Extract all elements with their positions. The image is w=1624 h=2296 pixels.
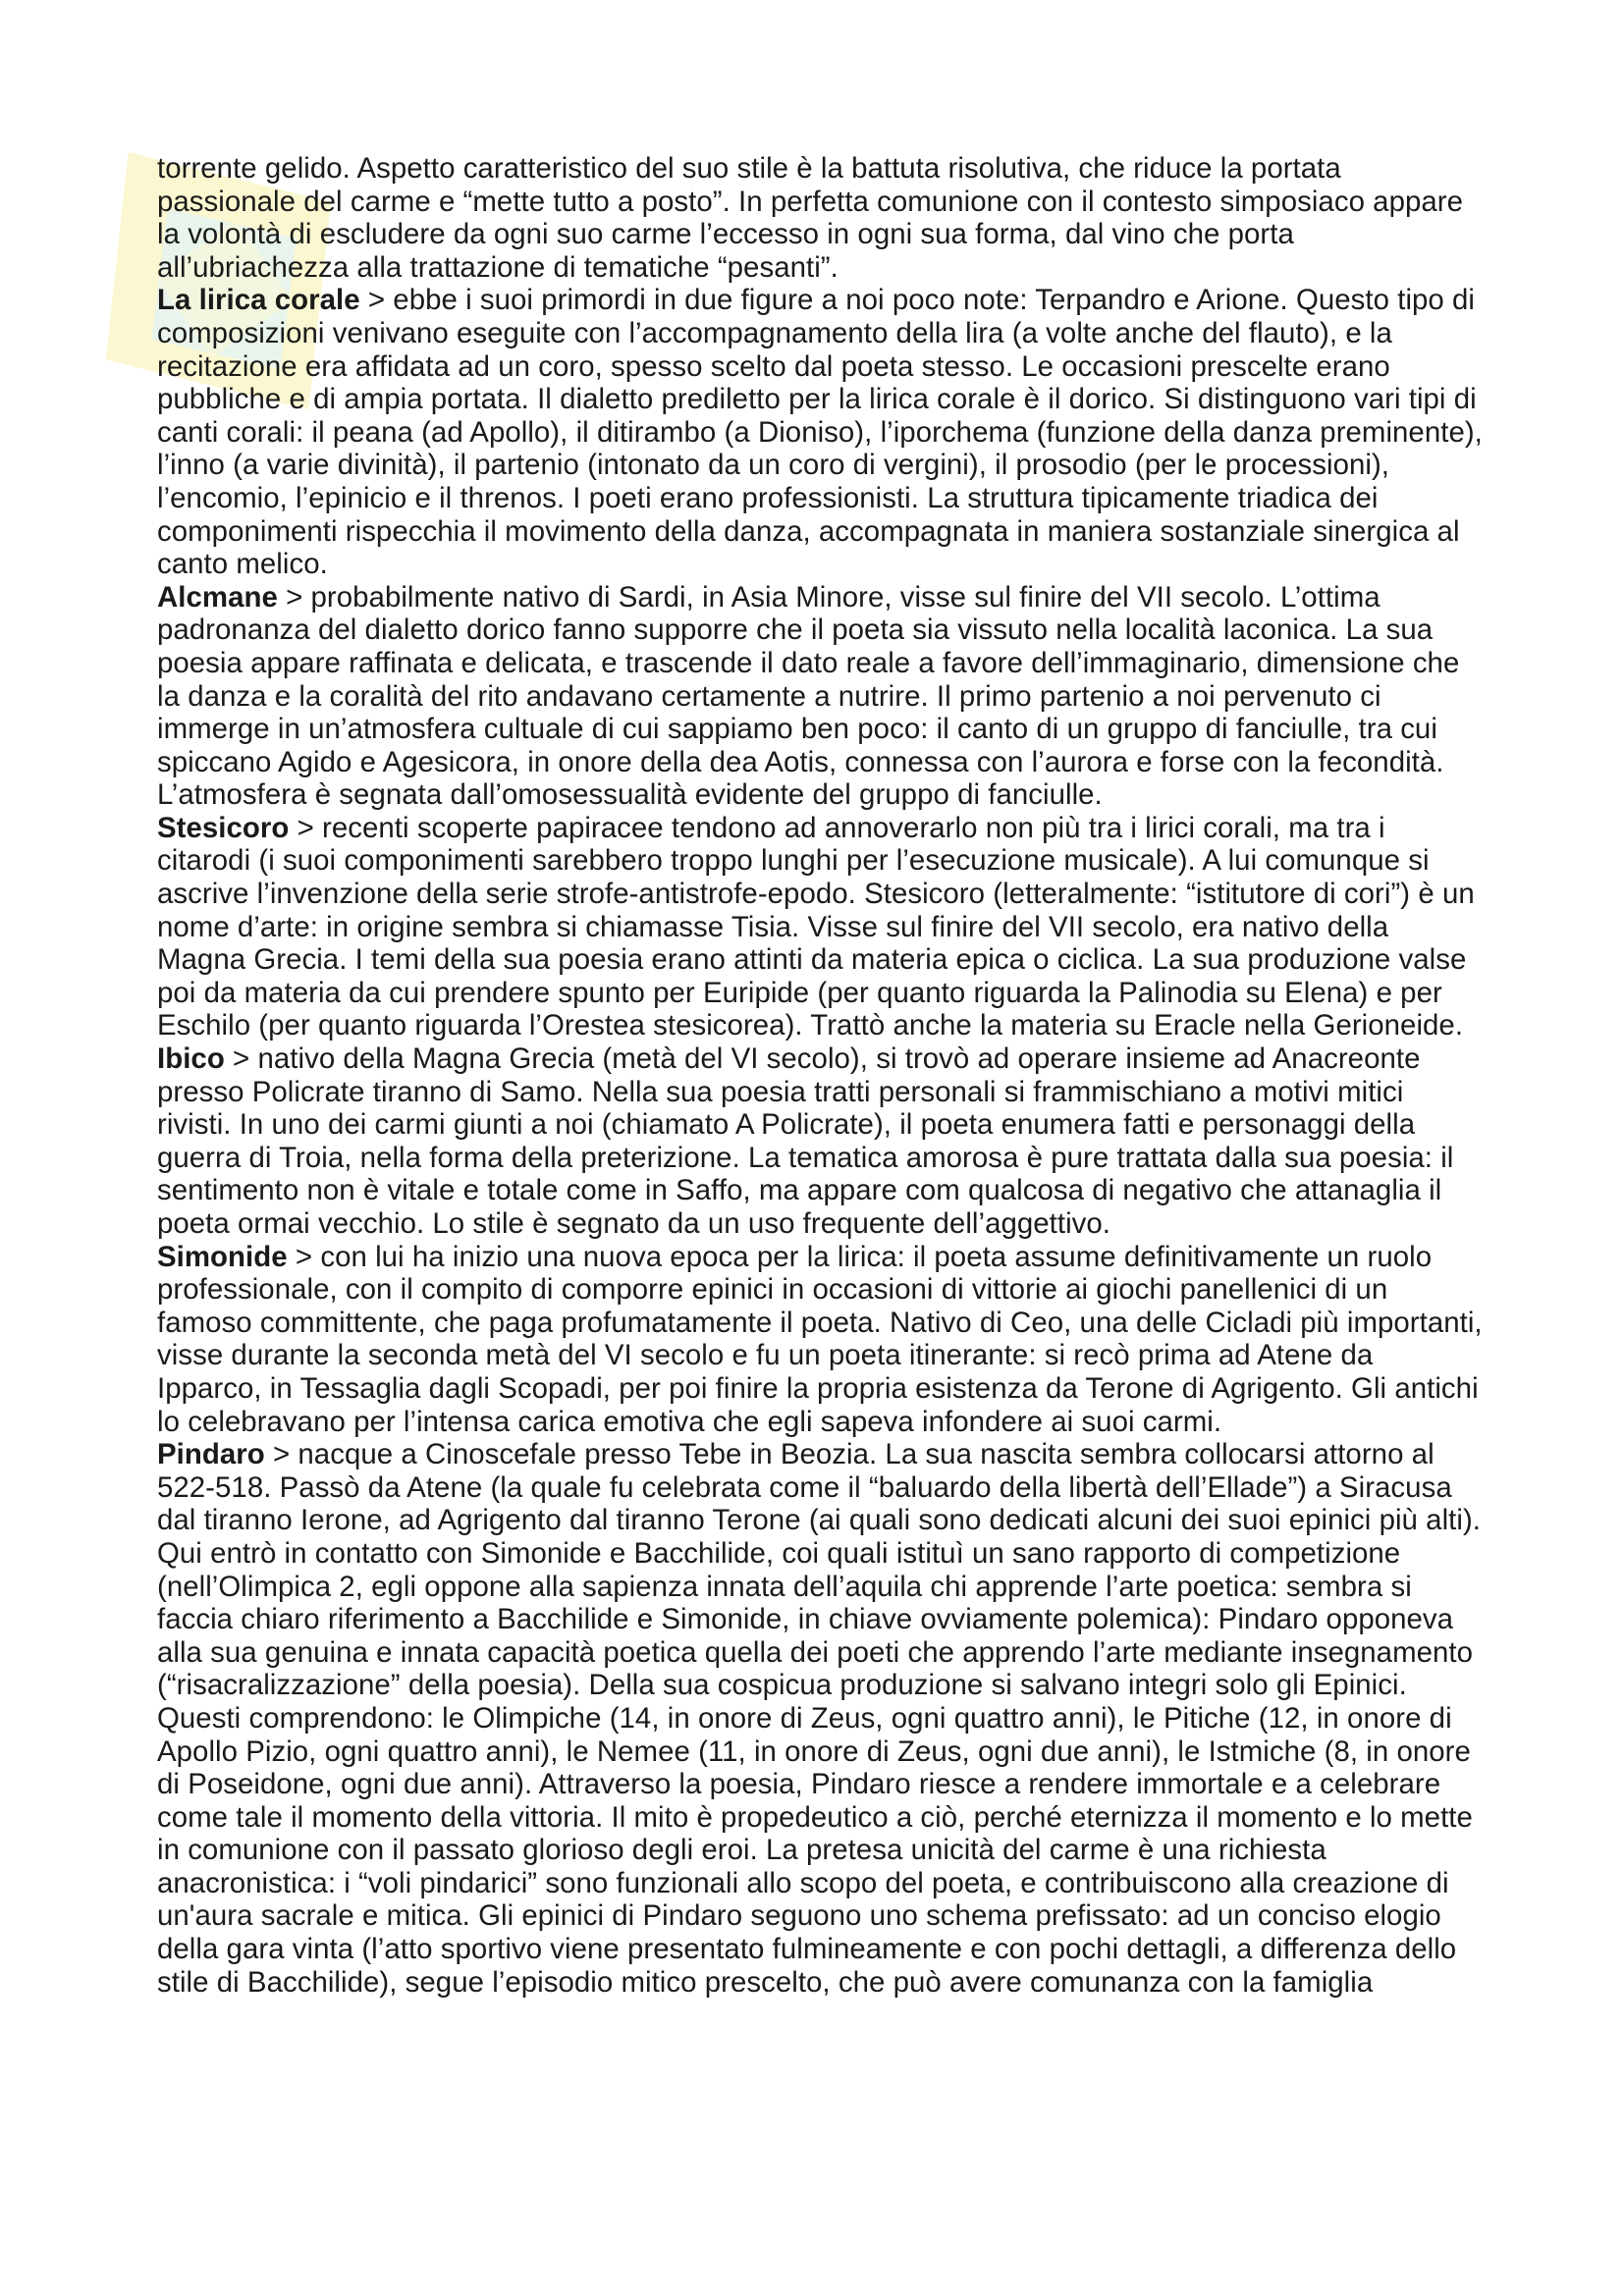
paragraph-stesicoro — [157, 812, 1485, 1042]
paragraph-lirica-corale — [157, 284, 1485, 580]
paragraph-intro — [157, 152, 1485, 284]
paragraph-ibico — [157, 1042, 1485, 1241]
paragraph-term: Pindaro — [157, 1438, 265, 1471]
paragraph-term: Ibico — [157, 1042, 225, 1076]
paragraph-text: > probabilmente nativo di Sardi, in Asia Minore, visse sul finire del VII secolo. L’ottima padronanza del dialetto dorico fanno supporre che il poeta sia vissuto nella località laconica. La sua poesia appare raffinata e delicata, e trascende il dato reale a favore dell’immaginario, dimensione che la danza e la coralità del rito andavano certamente a nutrire. Il primo partenio a noi pervenuto ci immerge in un’atmosfera cultuale di cui sappiamo ben poco: il canto di un gruppo di fanciulle, tra cui spiccano Agido e Agesicora, in onore della dea Aotis, connessa con l’aurora e forse con la fecondità. L’atmosfera è segnata dall’omosessualità evidente del gruppo di fanciulle. — [157, 580, 1460, 812]
paragraph-text: > nacque a Cinoscefale presso Tebe in Beozia. La sua nascita sembra collocarsi attorno al 522-518. Passò da Atene (la quale fu celebrata come il “baluardo della libertà dell’Ellade”) a Siracusa dal tiranno Ierone, ad Agrigento dal tiranno Terone (ai quali sono dedicati alcuni dei suoi epinici più alti). Qui entrò in contatto con Simonide e Bacchilide, coi quali istituì un sano rapporto di competizione (nell’Olimpica 2, egli oppone alla sapienza innata dell’aquila chi apprende l’arte poetica: sembra si faccia chiaro riferimento a Bacchilide e Simonide, in chiave ovviamente polemica): Pindaro opponeva alla sua genuina e innata capacità poetica quella dei poeti che apprendo l’arte mediante insegnamento (“risacralizzazione” della poesia). Della sua cospicua produzione si salvano integri solo gli Epinici. Questi comprendono: le Olimpiche (14, in onore di Zeus, ogni quattro anni), le Pitiche (12, in onore di Apollo Pizio, ogni quattro anni), le Nemee (11, in onore di Zeus, ogni due anni), le Istmiche (8, in onore di Poseidone, ogni due anni). Attraverso la poesia, Pindaro riesce a rendere immortale e a celebrare come tale il momento della vittoria. Il mito è propedeutico a ciò, perché eternizza il momento e lo mette in comunione con il passato glorioso degli eroi. La pretesa unicità del carme è una richiesta anacronistica: i “voli pindarici” sono funzionali allo scopo del poeta, e contribuiscono alla creazione di un'aura sacrale e mitica. Gli epinici di Pindaro seguono uno schema prefissato: ad un conciso elogio della gara vinta (l’atto sportivo viene presentato fulmineamente e con pochi dettagli, a differenza dello stile di Bacchilide), segue l’episodio mitico prescelto, che può avere comunanza con la famiglia — [157, 1438, 1481, 1999]
document-body — [157, 152, 1485, 1999]
paragraph-pindaro — [157, 1438, 1485, 1999]
paragraph-text: > nativo della Magna Grecia (metà del VI secolo), si trovò ad operare insieme ad Anacreonte presso Policrate tiranno di Samo. Nella sua poesia tratti personali si frammischiano a motivi mitici rivisti. In uno dei carmi giunti a noi (chiamato A Policrate), il poeta enumera fatti e personaggi della guerra di Troia, nella forma della preterizione. La tematica amorosa è pure trattata dalla sua poesia: il sentimento non è vitale e totale come in Saffo, ma appare com qualcosa di negativo che attanaglia il poeta ormai vecchio. Lo stile è segnato da un uso frequente dell’aggettivo. — [157, 1042, 1454, 1240]
paragraph-text: > ebbe i suoi primordi in due figure a noi poco note: Terpandro e Arione. Questo tipo di composizioni venivano eseguite con l’accompagnamento della lira (a volte anche del flauto), e la recitazione era affidata ad un coro, spesso scelto dal poeta stesso. Le occasioni prescelte erano pubbliche e di ampia portata. Il dialetto prediletto per la lirica corale è il dorico. Si distinguono vari tipi di canti corali: il peana (ad Apollo), il ditirambo (a Dioniso), l’iporchema (funzione della danza preminente), l’inno (a varie divinità), il partenio (intonato da un coro di vergini), il prosodio (per le processioni), l’encomio, l’epinicio e il threnos. I poeti erano professionisti. La struttura tipicamente triadica dei componimenti rispecchia il movimento della danza, accompagnata in maniera sostanziale sinergica al canto melico. — [157, 284, 1483, 581]
paragraph-term: Simonide — [157, 1240, 288, 1273]
paragraph-text: > recenti scoperte papiracee tendono ad annoverarlo non più tra i lirici corali, ma tra i citarodi (i suoi componimenti sarebbero troppo lunghi per l’esecuzione musicale). A lui comunque si ascrive l’invenzione della serie strofe-antistrofe-epodo. Stesicoro (letteralmente: “istitutore di cori”) è un nome d’arte: in origine sembra si chiamasse Tisia. Visse sul finire del VII secolo, era nativo della Magna Grecia. I temi della sua poesia erano attinti da materia epica o ciclica. La sua produzione valse poi da materia da cui prendere spunto per Euripide (per quanto riguarda la Palinodia su Elena) e per Eschilo (per quanto riguarda l’Orestea stesicorea). Trattò anche la materia su Eracle nella Gerioneide. — [157, 811, 1475, 1042]
paragraph-simonide — [157, 1241, 1485, 1439]
paragraph-text: > con lui ha inizio una nuova epoca per la lirica: il poeta assume definitivamente un ruolo professionale, con il compito di comporre epinici in occasioni di vittorie ai giochi panellenici di un famoso committente, che paga profumatamente il poeta. Nativo di Ceo, una delle Cicladi più importanti, visse durante la seconda metà del VI secolo e fu un poeta itinerante: si recò prima ad Atene da Ipparco, in Tessaglia dagli Scopadi, per poi finire la propria esistenza da Terone di Agrigento. Gli antichi lo celebravano per l’intensa carica emotiva che egli sapeva infondere ai suoi carmi. — [157, 1240, 1483, 1438]
paragraph-term: La lirica corale — [157, 284, 360, 317]
paragraph-term: Alcmane — [157, 580, 278, 614]
paragraph-term: Stesicoro — [157, 811, 290, 844]
paragraph-alcmane — [157, 581, 1485, 812]
paragraph-text: torrente gelido. Aspetto caratteristico del suo stile è la battuta risolutiva, che riduce la portata passionale del carme e “mette tutto a posto”. In perfetta comunione con il contesto simposiaco appare la volontà di escludere da ogni suo carme l’eccesso in ogni sua forma, dal vino che porta all’ubriachezza alla trattazione di tematiche “pesanti”. — [157, 152, 1463, 284]
